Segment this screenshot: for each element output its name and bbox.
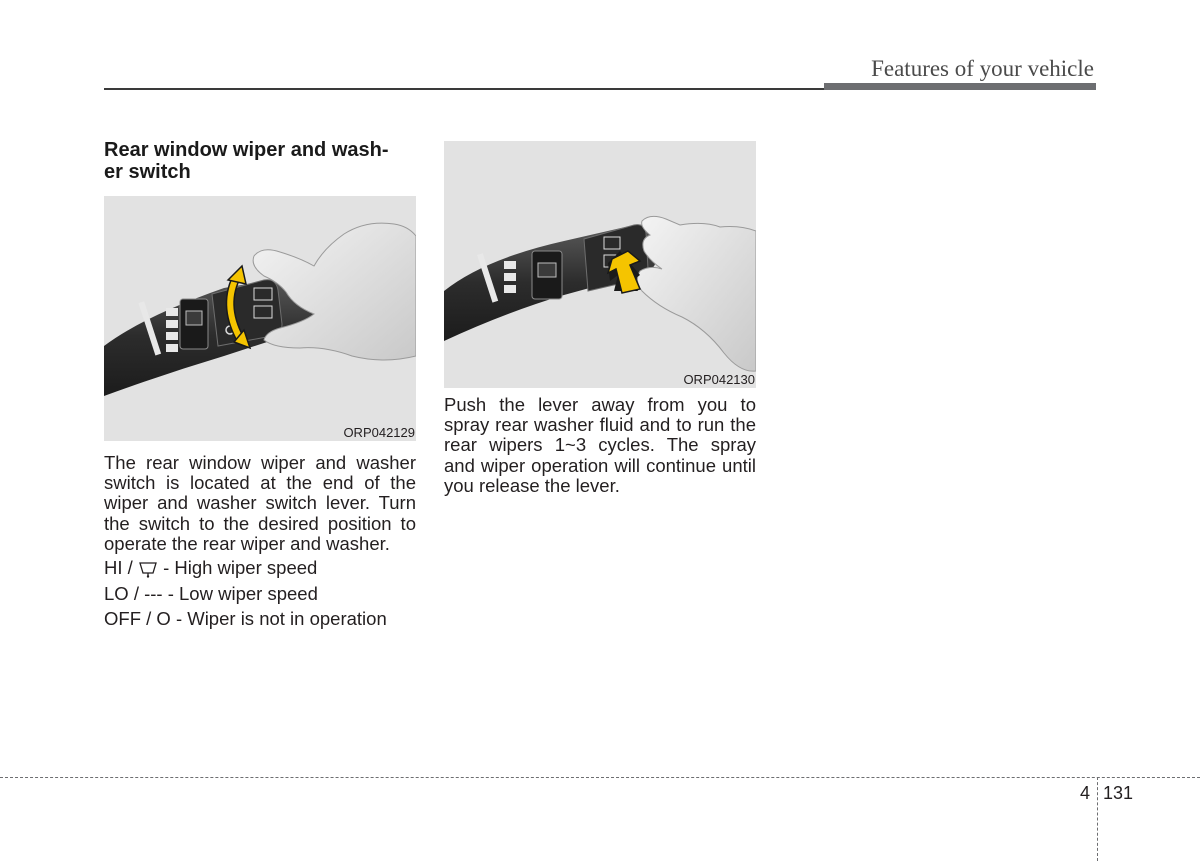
- figure-washer-push: [444, 141, 756, 388]
- description-paragraph: The rear window wiper and washer switch is located at the end of the wiper and washer switch lever. Turn the switch to the desired position to operate the rear wiper and washer.: [104, 452, 416, 554]
- definition-hi: [104, 557, 317, 579]
- footer-divider: [1097, 777, 1098, 861]
- header-rule: [104, 88, 824, 90]
- rear-wiper-icon: [138, 560, 158, 578]
- definition-off: OFF / O - Wiper is not in operation: [104, 608, 387, 629]
- definition-lo: LO / --- - Low wiper speed: [104, 583, 318, 604]
- figure-code: ORP042130: [683, 372, 755, 387]
- description-paragraph: Push the lever away from you to spray rear washer fluid and to run the rear wipers 1~3 cycles. The spray and wiper operation will continue until you release the lever.: [444, 394, 756, 496]
- definition-hi-text: - High wiper speed: [163, 557, 318, 578]
- lever-push-illustration: [444, 141, 756, 388]
- page-header-title: Features of your vehicle: [871, 56, 1094, 81]
- header-rule-accent: [824, 83, 1096, 90]
- figure-wiper-switch-rotate: [104, 196, 416, 441]
- chapter-number: 4: [1080, 783, 1091, 803]
- figure-code: ORP042129: [343, 425, 415, 440]
- section-heading: Rear window wiper and wash- er switch: [104, 139, 389, 183]
- page-number: 131: [1103, 783, 1134, 803]
- lever-rotate-illustration: [104, 196, 416, 441]
- footer-rule: [0, 777, 1200, 778]
- definition-hi-prefix: HI /: [104, 557, 133, 578]
